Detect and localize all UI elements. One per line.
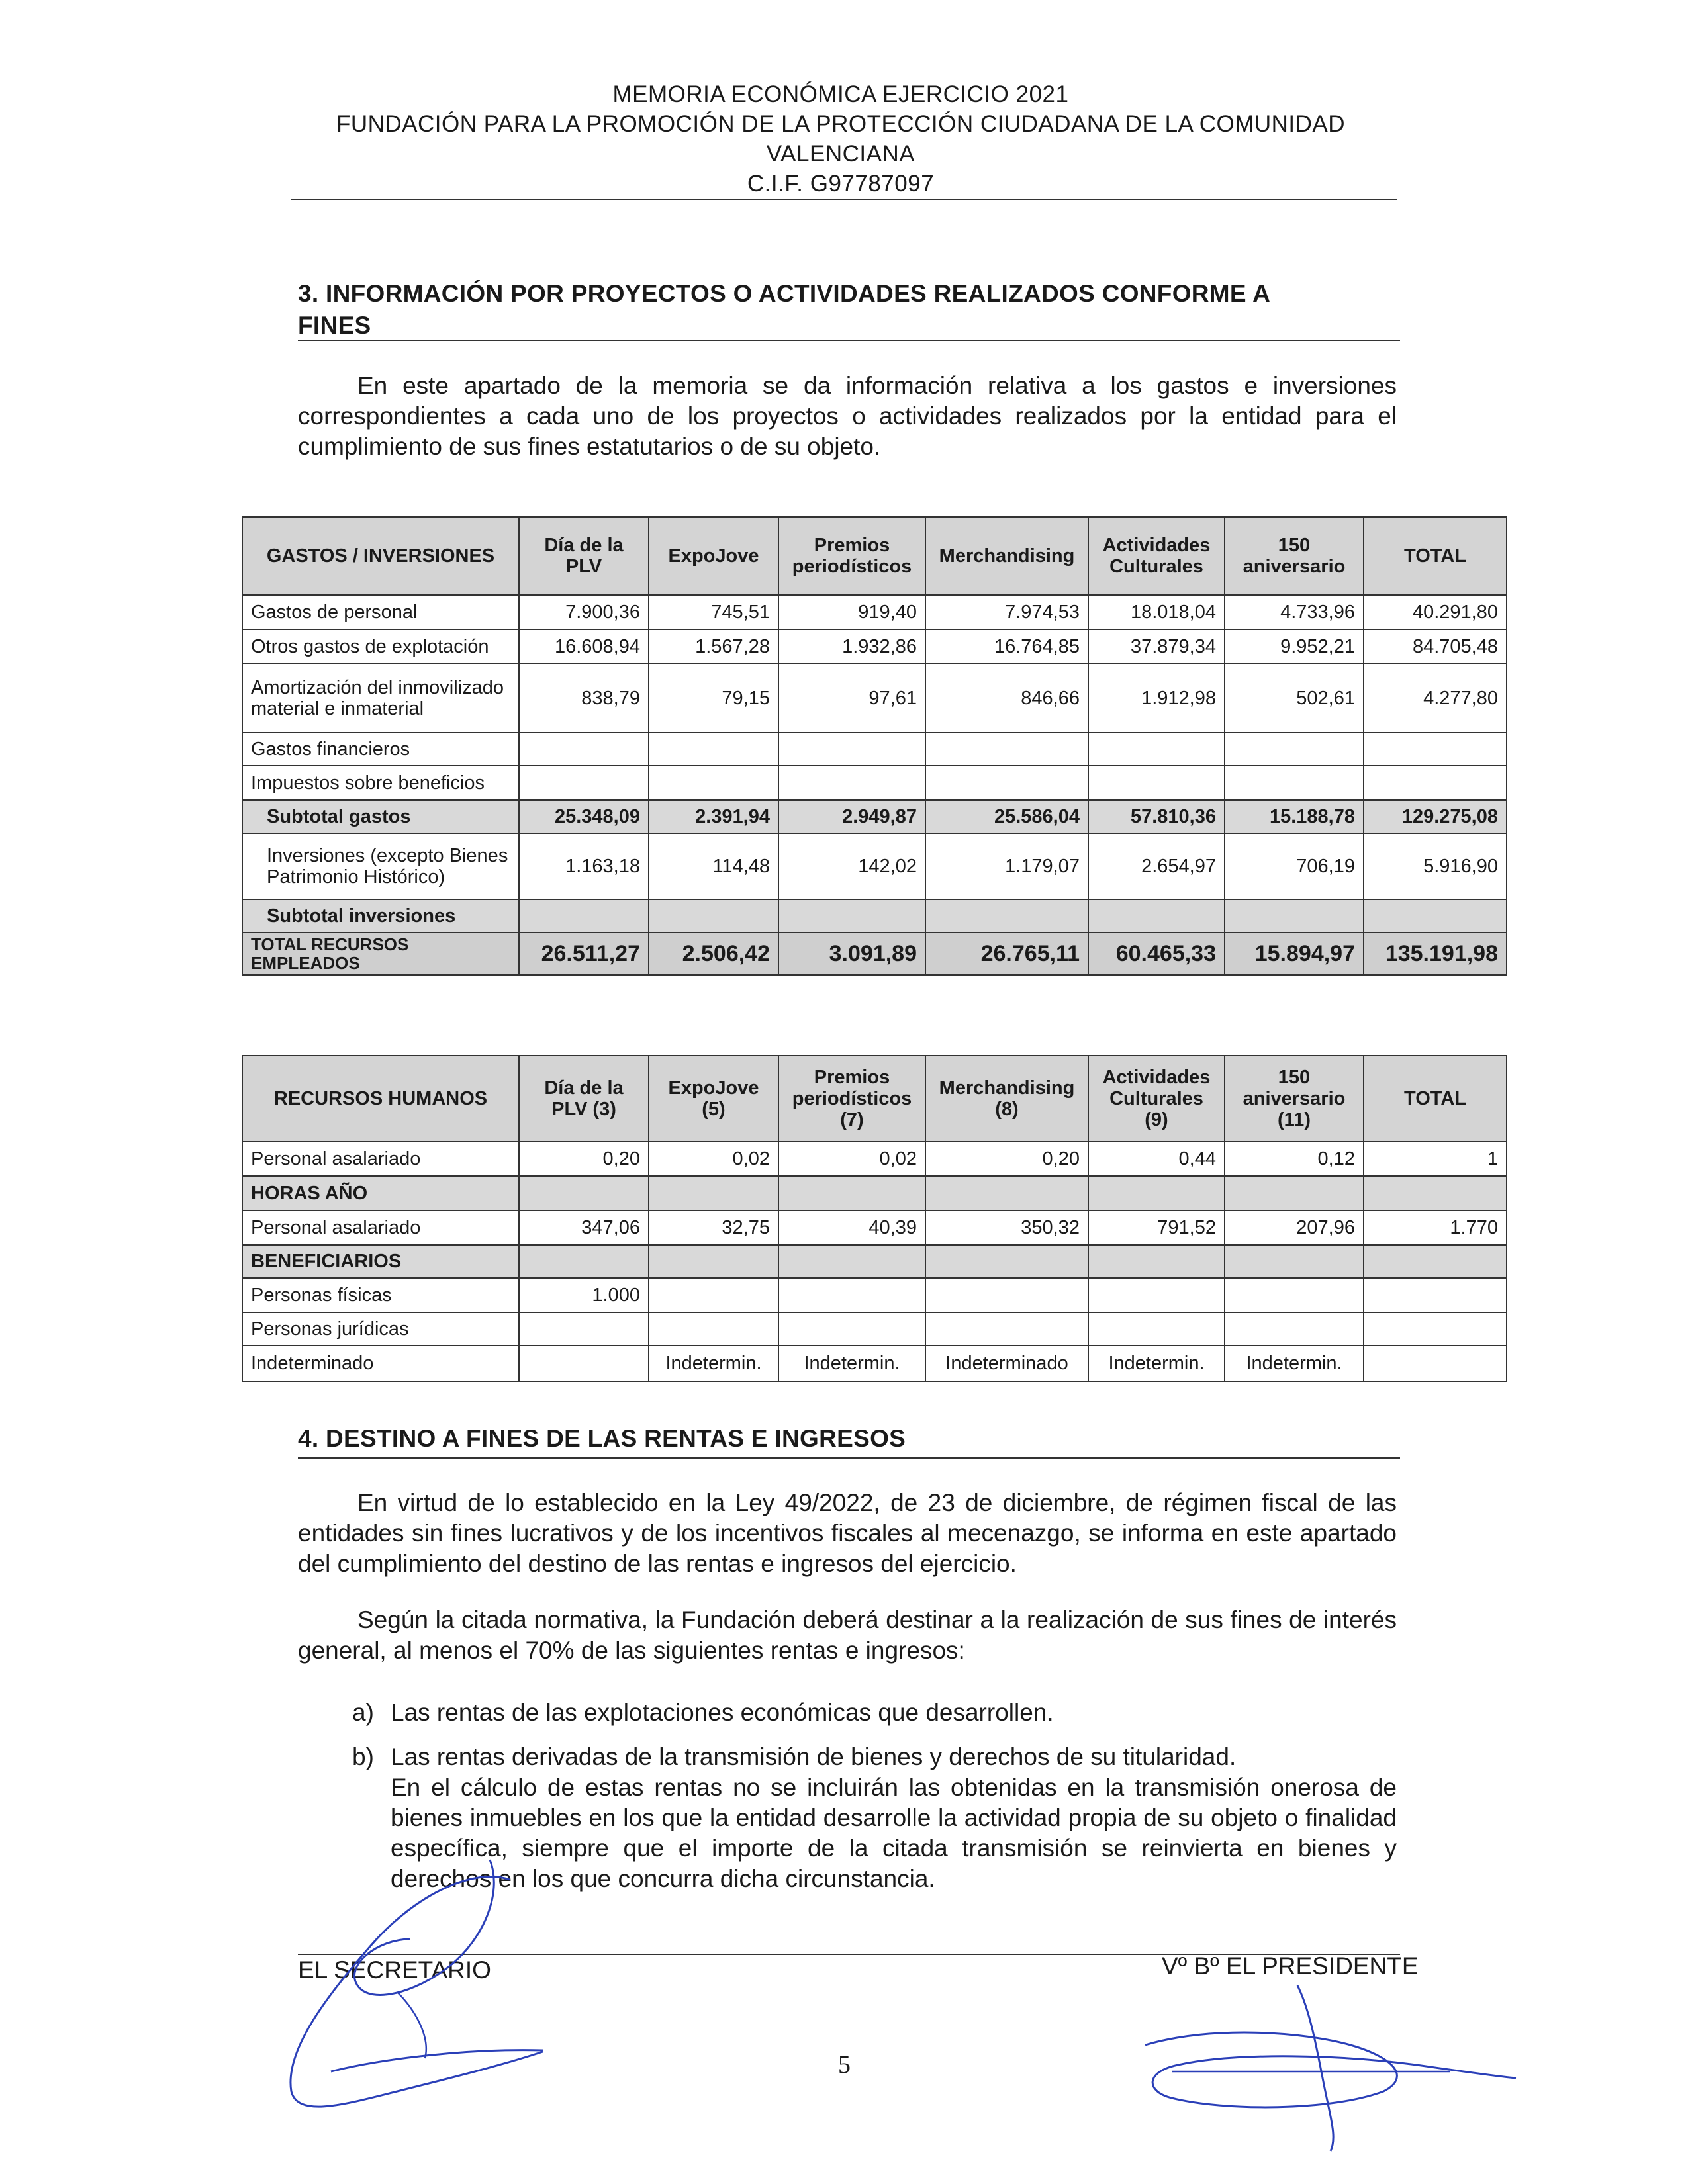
table1-cell: 129.275,08	[1364, 800, 1507, 833]
table1-cell	[1225, 733, 1364, 766]
table1-cell: 2.391,94	[649, 800, 778, 833]
table1-cell: 745,51	[649, 595, 778, 629]
table1-cell	[778, 766, 925, 800]
section-3-title	[298, 278, 1397, 341]
table1-cell	[519, 733, 649, 766]
table2-cell: 350,32	[925, 1210, 1088, 1245]
table1-cell: 37.879,34	[1088, 629, 1225, 664]
table2-row	[242, 1210, 1507, 1245]
section-3-paragraph	[298, 371, 1397, 462]
table2-cell: 0,02	[649, 1142, 778, 1176]
table2-cell	[649, 1312, 778, 1345]
table1-cell	[778, 899, 925, 933]
table1-cell: 40.291,80	[1364, 595, 1507, 629]
table2-header-0: RECURSOS HUMANOS	[242, 1056, 519, 1142]
table1-cell: 26.765,11	[925, 933, 1088, 975]
table1-cell: 1.179,07	[925, 833, 1088, 899]
table1-cell	[649, 766, 778, 800]
table2-cell: 0,12	[1225, 1142, 1364, 1176]
human-resources-table-header	[242, 1056, 1507, 1142]
table1-cell	[925, 766, 1088, 800]
table1-row-label: Inversiones (excepto Bienes Patrimonio Histórico)	[242, 833, 519, 899]
table2-cell: Indetermin.	[649, 1345, 778, 1381]
table1-cell: 60.465,33	[1088, 933, 1225, 975]
section-3-underline	[298, 340, 1400, 341]
table1-cell: 919,40	[778, 595, 925, 629]
table1-cell: 3.091,89	[778, 933, 925, 975]
table1-cell	[1088, 733, 1225, 766]
table1-row	[242, 833, 1507, 899]
table2-cell: 1.000	[519, 1278, 649, 1312]
table1-cell: 84.705,48	[1364, 629, 1507, 664]
table1-row-label: Gastos financieros	[242, 733, 519, 766]
list-item-b-line1: Las rentas derivadas de la transmisión de bienes y derechos de su titularidad.	[391, 1743, 1237, 1770]
list-item-b-detail: En el cálculo de estas rentas no se incluirán las obtenidas en la transmisión onerosa de bienes inmuebles en los que la entidad desarrolle la actividad propia de su objeto o finalidad específica, siempre que el importe de la citada transmisión se reinvierta en bienes y derechos en los que concurra dicha circunstancia.	[391, 1774, 1397, 1892]
header-divider	[291, 199, 1397, 200]
table1-row	[242, 933, 1507, 975]
table1-header-3: Premios periodísticos	[778, 517, 925, 595]
table1-cell	[925, 733, 1088, 766]
president-signature	[1132, 1972, 1523, 2171]
table2-cell	[778, 1245, 925, 1278]
table1-row-label: Amortización del inmovilizado material e inmaterial	[242, 664, 519, 733]
table1-cell: 15.188,78	[1225, 800, 1364, 833]
table2-row-label: Personal asalariado	[242, 1142, 519, 1176]
table1-cell	[1088, 899, 1225, 933]
table2-cell: 1	[1364, 1142, 1507, 1176]
table2-cell	[778, 1312, 925, 1345]
table2-cell: 1.770	[1364, 1210, 1507, 1245]
table1-row	[242, 899, 1507, 933]
president-label: Vº Bº EL PRESIDENTE	[1162, 1952, 1419, 1979]
table2-header-5: Actividades Culturales (9)	[1088, 1056, 1225, 1142]
section-4-text-1: En virtud de lo establecido en la Ley 49/2022, de 23 de diciembre, de régimen fiscal de las entidades sin fines lucrativos y de los incentivos fiscales al mecenazgo, se informa en este apartado del cumplimiento del destino de las rentas e ingresos del ejercicio.	[298, 1489, 1397, 1577]
table1-cell: 4.277,80	[1364, 664, 1507, 733]
expenses-table-header	[242, 517, 1507, 595]
table2-row-label: Indeterminado	[242, 1345, 519, 1381]
table1-cell: 1.932,86	[778, 629, 925, 664]
table2-cell: 0,20	[925, 1142, 1088, 1176]
list-item-a: Las rentas de las explotaciones económicas que desarrollen.	[391, 1699, 1054, 1726]
table2-cell	[519, 1312, 649, 1345]
table1-cell: 16.608,94	[519, 629, 649, 664]
table1-cell: 57.810,36	[1088, 800, 1225, 833]
table2-cell: Indetermin.	[778, 1345, 925, 1381]
table2-cell: 207,96	[1225, 1210, 1364, 1245]
table1-cell: 18.018,04	[1088, 595, 1225, 629]
table2-cell	[1364, 1278, 1507, 1312]
table1-row-label: Impuestos sobre beneficios	[242, 766, 519, 800]
human-resources-table	[242, 1055, 1507, 1382]
table1-header-7: TOTAL	[1364, 517, 1507, 595]
table1-cell: 2.949,87	[778, 800, 925, 833]
table1-cell: 502,61	[1225, 664, 1364, 733]
section-3-title-line2: FINES	[298, 312, 371, 339]
table2-cell: 40,39	[778, 1210, 925, 1245]
table1-cell: 9.952,21	[1225, 629, 1364, 664]
table2-cell	[649, 1245, 778, 1278]
table1-cell	[1088, 766, 1225, 800]
section-4-text-2: Según la citada normativa, la Fundación deberá destinar a la realización de sus fines de interés general, al menos el 70% de las siguientes rentas e ingresos:	[298, 1606, 1397, 1664]
table1-header-5: Actividades Culturales	[1088, 517, 1225, 595]
section-3-title-line1: 3. INFORMACIÓN POR PROYECTOS O ACTIVIDADES REALIZADOS CONFORME A	[298, 280, 1271, 307]
table2-cell	[519, 1176, 649, 1210]
header-title: MEMORIA ECONÓMICA EJERCICIO 2021	[612, 81, 1069, 107]
section-4-paragraph-2	[298, 1605, 1397, 1666]
table2-header-7: TOTAL	[1364, 1056, 1507, 1142]
table2-row	[242, 1312, 1507, 1345]
table1-row-label: Otros gastos de explotación	[242, 629, 519, 664]
table2-row	[242, 1245, 1507, 1278]
table1-row-label: Gastos de personal	[242, 595, 519, 629]
table2-cell	[519, 1245, 649, 1278]
table2-cell	[925, 1176, 1088, 1210]
table1-cell	[778, 733, 925, 766]
table2-row	[242, 1176, 1507, 1210]
table1-cell	[1364, 899, 1507, 933]
table2-row-label: Personas jurídicas	[242, 1312, 519, 1345]
secretary-signature	[252, 1840, 622, 2131]
table2-row-label: BENEFICIARIOS	[242, 1245, 519, 1278]
expenses-table-body	[242, 595, 1507, 975]
table2-cell: Indetermin.	[1088, 1345, 1225, 1381]
table2-cell	[778, 1176, 925, 1210]
table1-cell: 16.764,85	[925, 629, 1088, 664]
table1-cell: 7.974,53	[925, 595, 1088, 629]
table2-cell	[1088, 1312, 1225, 1345]
table2-cell	[925, 1312, 1088, 1345]
table2-cell: Indetermin.	[1225, 1345, 1364, 1381]
table2-row	[242, 1345, 1507, 1381]
table2-cell	[649, 1278, 778, 1312]
list-marker-a: a)	[352, 1699, 374, 1726]
table1-cell: 2.506,42	[649, 933, 778, 975]
table1-cell: 2.654,97	[1088, 833, 1225, 899]
table1-header-2: ExpoJove	[649, 517, 778, 595]
table2-cell	[925, 1245, 1088, 1278]
table2-cell	[1088, 1245, 1225, 1278]
table1-row-label: Subtotal gastos	[242, 800, 519, 833]
header-foundation-cont: VALENCIANA	[766, 141, 915, 167]
table1-cell: 97,61	[778, 664, 925, 733]
table1-row-label: Subtotal inversiones	[242, 899, 519, 933]
section-4-paragraph-1	[298, 1488, 1397, 1579]
secretary-label: EL SECRETARIO	[298, 1956, 491, 1983]
section-4-title: 4. DESTINO A FINES DE LAS RENTAS E INGRESOS	[298, 1425, 906, 1452]
table1-cell: 5.916,90	[1364, 833, 1507, 899]
table2-cell: 791,52	[1088, 1210, 1225, 1245]
page-number: 5	[838, 2051, 851, 2079]
table1-cell: 79,15	[649, 664, 778, 733]
table1-cell: 846,66	[925, 664, 1088, 733]
table1-cell	[1225, 766, 1364, 800]
table1-cell: 1.912,98	[1088, 664, 1225, 733]
table1-header-0: GASTOS / INVERSIONES	[242, 517, 519, 595]
table2-cell: 0,02	[778, 1142, 925, 1176]
table1-cell	[1225, 899, 1364, 933]
table2-cell	[778, 1278, 925, 1312]
table1-row	[242, 800, 1507, 833]
table2-row-label: Personas físicas	[242, 1278, 519, 1312]
section-3-text: En este apartado de la memoria se da información relativa a los gastos e inversiones correspondientes a cada uno de los proyectos o actividades realizados por la entidad para el cumplimiento de sus fines estatutarios o de su objeto.	[298, 372, 1397, 460]
table2-cell: Indeterminado	[925, 1345, 1088, 1381]
table1-row-label: TOTAL RECURSOS EMPLEADOS	[242, 933, 519, 975]
header-foundation: FUNDACIÓN PARA LA PROMOCIÓN DE LA PROTECCIÓN CIUDADANA DE LA COMUNIDAD	[336, 111, 1346, 137]
table1-cell: 26.511,27	[519, 933, 649, 975]
table2-header-2: ExpoJove (5)	[649, 1056, 778, 1142]
table1-cell: 142,02	[778, 833, 925, 899]
table2-cell: 0,20	[519, 1142, 649, 1176]
table1-cell: 25.348,09	[519, 800, 649, 833]
table2-cell: 32,75	[649, 1210, 778, 1245]
table1-cell: 25.586,04	[925, 800, 1088, 833]
table1-cell: 1.163,18	[519, 833, 649, 899]
expenses-table	[242, 516, 1507, 976]
table2-cell	[1088, 1278, 1225, 1312]
table1-cell	[925, 899, 1088, 933]
table2-cell	[1225, 1312, 1364, 1345]
table2-cell	[1225, 1245, 1364, 1278]
table2-cell	[1364, 1176, 1507, 1210]
table1-row	[242, 664, 1507, 733]
table2-cell	[1364, 1345, 1507, 1381]
section-4-underline	[298, 1457, 1400, 1459]
table1-cell: 15.894,97	[1225, 933, 1364, 975]
table2-header-6: 150 aniversario (11)	[1225, 1056, 1364, 1142]
table1-cell: 838,79	[519, 664, 649, 733]
table1-row	[242, 629, 1507, 664]
document-header	[291, 79, 1390, 199]
table2-cell	[1225, 1176, 1364, 1210]
table2-cell	[925, 1278, 1088, 1312]
table1-row	[242, 766, 1507, 800]
human-resources-table-body	[242, 1142, 1507, 1381]
table1-cell	[1364, 766, 1507, 800]
table1-header-4: Merchandising	[925, 517, 1088, 595]
table2-cell: 347,06	[519, 1210, 649, 1245]
table1-cell: 114,48	[649, 833, 778, 899]
table1-cell: 706,19	[1225, 833, 1364, 899]
table1-cell	[649, 733, 778, 766]
table2-cell	[519, 1345, 649, 1381]
table2-header-4: Merchandising (8)	[925, 1056, 1088, 1142]
header-cif: C.I.F. G97787097	[747, 171, 935, 197]
table1-cell: 4.733,96	[1225, 595, 1364, 629]
table2-cell	[1364, 1312, 1507, 1345]
table1-row	[242, 733, 1507, 766]
table2-cell: 0,44	[1088, 1142, 1225, 1176]
table1-row	[242, 595, 1507, 629]
table2-row	[242, 1142, 1507, 1176]
list-marker-b: b)	[352, 1743, 374, 1770]
table1-cell: 7.900,36	[519, 595, 649, 629]
table1-cell	[649, 899, 778, 933]
table1-cell	[519, 766, 649, 800]
table2-cell	[1225, 1278, 1364, 1312]
table2-header-3: Premios periodísticos (7)	[778, 1056, 925, 1142]
table2-cell	[1088, 1176, 1225, 1210]
table2-row	[242, 1278, 1507, 1312]
table1-cell	[519, 899, 649, 933]
table1-header-6: 150 aniversario	[1225, 517, 1364, 595]
table2-row-label: Personal asalariado	[242, 1210, 519, 1245]
table2-row-label: HORAS AÑO	[242, 1176, 519, 1210]
table1-cell: 1.567,28	[649, 629, 778, 664]
table1-cell	[1364, 733, 1507, 766]
table1-cell: 135.191,98	[1364, 933, 1507, 975]
table2-header-1: Día de la PLV (3)	[519, 1056, 649, 1142]
table2-cell	[1364, 1245, 1507, 1278]
table2-cell	[649, 1176, 778, 1210]
table1-header-1: Día de la PLV	[519, 517, 649, 595]
